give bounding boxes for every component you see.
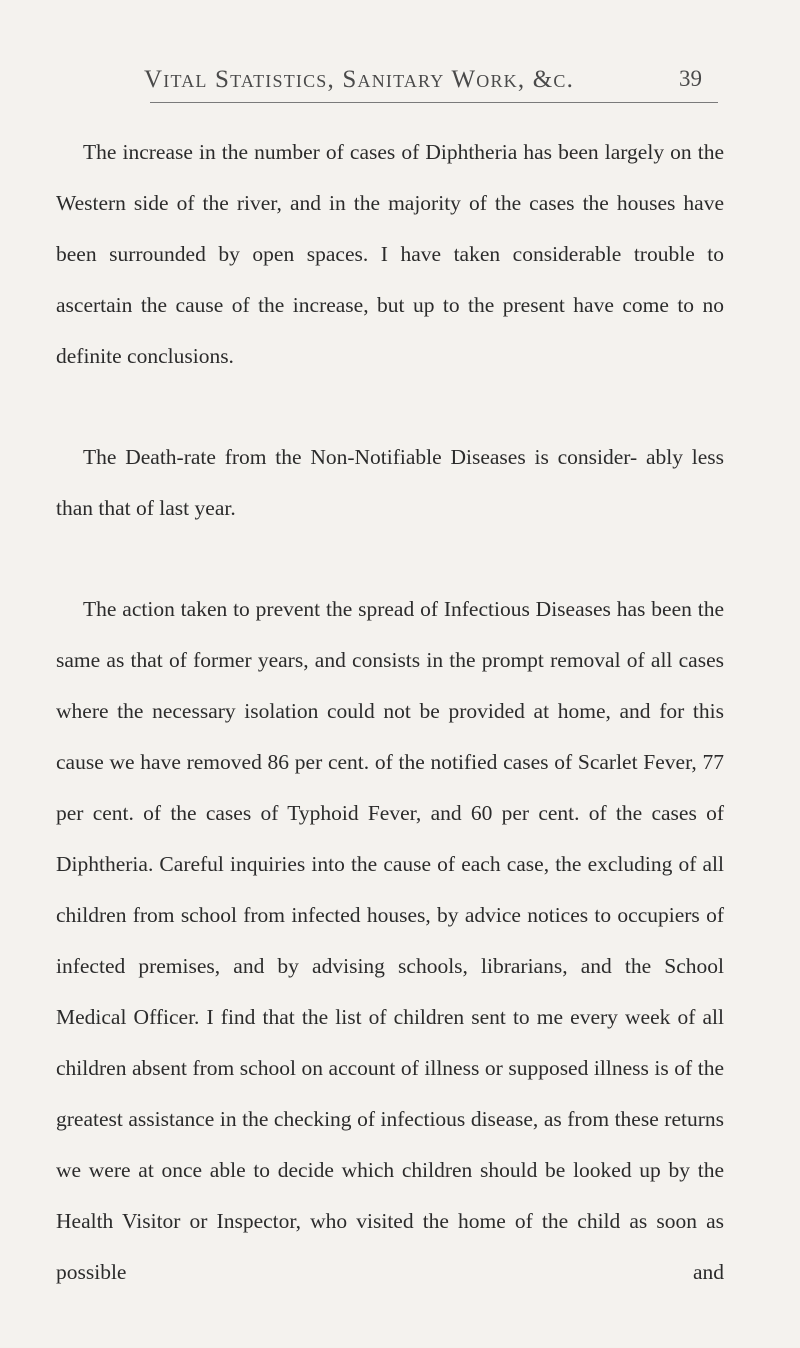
running-header	[142, 66, 702, 106]
paragraph-diphtheria-increase: The increase in the number of cases of Diphtheria has been largely on the Western side of the river, and in the majority of the cases the houses have been surrounded by open spaces. I have taken considerable trouble to ascertain the cause of the increase, but up to the present have come to no definite conclusions.	[56, 140, 724, 368]
running-title: Vital Statistics, Sanitary Work, &c.	[144, 66, 575, 93]
header-rule	[150, 102, 718, 103]
body-text	[56, 127, 724, 1348]
paragraph-action-taken: The action taken to prevent the spread of Infectious Diseases has been the same as that of former years, and consists in the prompt removal of all cases where the necessary isolation could not be provided at home, and for this cause we have removed 86 per cent. of the notified cases of Scarlet Fever, 77 per cent. of the cases of Typhoid Fever, and 60 per cent. of the cases of Diphtheria. Careful inquiries into the cause of each case, the excluding of all children from school from infected houses, by advice notices to occupiers of infected premises, and by advising schools, librarians, and the School Medical Officer. I find that the list of children sent to me every week of all children absent from school on account of illness or supposed illness is of the greatest assistance in the checking of infectious disease, as from these returns we were at once able to decide which children should be looked up by the Health Visitor or Inspector, who visited the home of the child as soon as possible and	[56, 597, 724, 1284]
paragraph-death-rate: The Death-rate from the Non-Notifiable Diseases is consider- ably less than that of last year.	[56, 445, 724, 520]
page-number: 39	[679, 66, 702, 91]
